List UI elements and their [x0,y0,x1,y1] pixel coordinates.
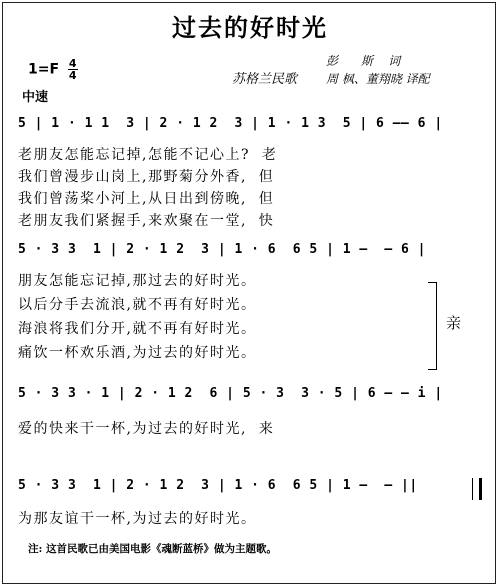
tempo-marking: 中速 [22,90,49,105]
lyric-line: 我们曾漫步山岗上,那野菊分外香, 但 [18,169,275,185]
time-signature [68,58,78,81]
footnote: 注: 这首民歌已由美国电影《魂断蓝桥》做为主题歌。 [28,543,278,555]
bracket-continuation: 亲 [446,314,462,332]
lyric-line: 痛饮一杯欢乐酒,为过去的好时光。 [18,345,257,361]
lyric-line: 为那友谊干一杯,为过去的好时光。 [18,511,257,527]
lyric-line: 以后分手去流浪,就不再有好时光。 [18,297,257,313]
notation-line-1: 5 | 1 · 1 1 3 | 2 · 1 2 3 | 1 · 1 3 5 | 6 —— 6 | [18,116,443,131]
song-title: 过去的好时光 [172,13,328,42]
page-border [2,2,496,584]
lyric-line: 老朋友怎能忘记掉,怎能不记心上? 老 [18,147,278,163]
key-signature [28,58,78,81]
translator-credit: 周 枫、董翔晓 译配 [326,72,430,86]
lyric-line: 海浪将我们分开,就不再有好时光。 [18,321,257,337]
lyricist-credit: 彭 斯 词 [326,54,401,68]
verse-bracket [428,282,437,370]
lyric-line: 朋友怎能忘记掉,那过去的好时光。 [18,273,257,289]
notation-line-2: 5 · 3 3 1 | 2 · 1 2 3 | 1 · 6 6 5 | 1 — — 6 | [18,242,427,257]
lyric-line: 我们曾荡桨小河上,从日出到傍晚, 但 [18,191,275,207]
notation-line-3: 5 · 3 3 · 1 | 2 · 1 2 6 | 5 · 3 3 · 5 | 6 — — i | [18,386,443,401]
time-numerator: 4 [68,57,77,70]
lyric-line: 老朋友我们紧握手,来欢聚在一堂, 快 [18,213,275,229]
notation-line-4: 5 · 3 3 1 | 2 · 1 2 3 | 1 · 6 6 5 | 1 — — || [18,478,418,493]
time-denominator: 4 [68,69,77,82]
credits [326,52,430,88]
key-label: 1=F [28,61,60,78]
final-barline [472,478,482,500]
lyric-line: 爱的快来干一杯,为过去的好时光, 来 [18,421,275,437]
song-origin: 苏格兰民歌 [232,72,298,87]
